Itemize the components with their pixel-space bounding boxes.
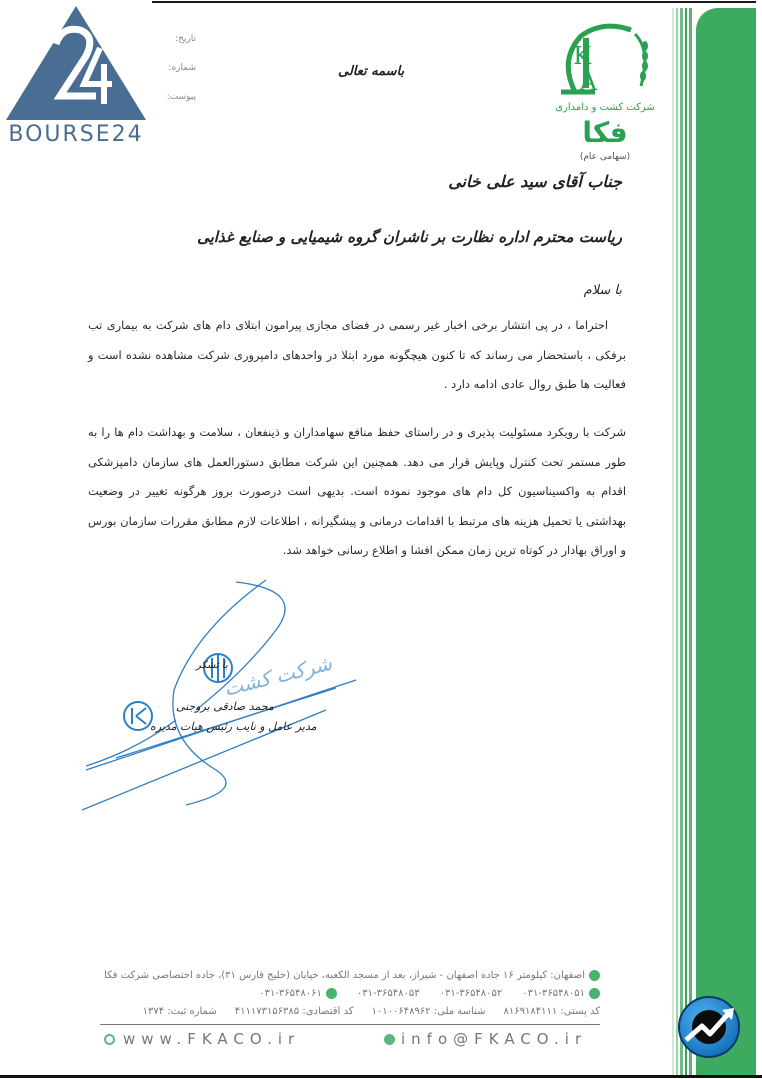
svg-text:K: K [573, 42, 591, 70]
signature-closing: با تشکر [196, 660, 228, 671]
email-text: info@FKACO.ir [401, 1030, 588, 1048]
svg-text:شرکت کشت: شرکت کشت [221, 650, 335, 701]
addressee: جناب آقای سید علی خانی [448, 172, 622, 191]
phone-1: ۰۳۱-۳۶۵۴۸۰۵۱ [522, 987, 585, 999]
footer-phone-row [100, 984, 600, 1002]
phone-3: ۰۳۱-۳۶۵۴۸۰۵۳ [356, 987, 420, 999]
basmala: باسمه تعالی [338, 64, 405, 79]
bourse24-logo [0, 0, 152, 152]
trend-arrow-icon [678, 996, 740, 1058]
national-id: شناسه ملی: ۱۰۱۰۰۶۴۸۹۶۲ [371, 1005, 486, 1017]
fka-stamp-icon [124, 702, 152, 730]
signature-scribble-icon [76, 570, 376, 820]
economic-code: کد اقتصادی: ۴۱۱۱۷۳۱۵۶۳۸۵ [234, 1005, 354, 1017]
bottom-rule [0, 1075, 762, 1078]
svg-text:A: A [579, 68, 597, 96]
number-label: شماره: [168, 63, 196, 73]
website-link[interactable] [104, 1030, 300, 1048]
footer-address: اصفهان: کیلومتر ۱۶ جاده اصفهان - شیراز، بعد از مسجد الکعبه، خیابان (خلیج فارس ۳۱)، جاده اختصاصی شرکت فکا [104, 969, 585, 981]
department-title: ریاست محترم اداره نظارت بر ناشران گروه شیمیایی و صنایع غذایی [197, 228, 622, 246]
phone-icon [589, 988, 600, 999]
globe-icon [104, 1034, 115, 1045]
company-name: فکا [582, 116, 628, 149]
green-side-band [672, 0, 762, 1075]
greeting: با سلام [583, 283, 622, 298]
email-icon [384, 1034, 395, 1045]
email-link[interactable] [384, 1030, 587, 1048]
bourse24-text: BOURSE24 [8, 122, 144, 147]
letter-footer [100, 966, 600, 1020]
company-type: (سهامی عام) [579, 152, 631, 162]
fax-number: ۰۳۱-۳۶۵۴۸۰۶۱ [259, 987, 322, 999]
footer-meta-row [100, 1002, 600, 1020]
footer-divider [100, 1024, 600, 1025]
fka-monogram-icon [555, 20, 655, 100]
postal-code: کد پستی: ۸۱۶۹۱۸۴۱۱۱ [503, 1005, 600, 1017]
fax-icon [326, 988, 337, 999]
website-text: www.FKACO.ir [123, 1030, 301, 1048]
location-pin-icon [589, 970, 600, 981]
phone-2: ۰۳۱-۳۶۵۴۸۰۵۲ [439, 987, 503, 999]
registration-number: شماره ثبت: ۱۳۷۴ [142, 1005, 217, 1017]
paragraph-2: شرکت با رویکرد مسئولیت پذیری و در راستای حفظ منافع سهامداران و ذینفعان ، سلامت و بهداشت دام ها را به طور مستمر تحت کنترل وپایش قرار می دهد. همچنین این شرکت مطابق دستورالعمل های سازمان دامپزشکی اقدام به واکسیناسیون کل دام های موجود نموده است. بدیهی است درصورت بروز هرگونه تغییر در وضعیت بهداشتی یا تحمیل هزینه های مرتبط با اقدامات درمانی و پیشگیرانه ، اطلاعات لازم مطابق مقررات سازمان بورس و اوراق بهادار در کوتاه ترین زمان ممکن افشا و اطلاع رسانی خواهد شد. [88, 425, 626, 557]
paragraph-1 [88, 311, 626, 400]
fka-company-logo [555, 20, 660, 170]
triangle-24-icon [4, 4, 148, 122]
paragraph-1-text: احتراما ، در پی انتشار برخی اخبار غیر رسمی در فضای مجازی پیرامون ابتلای دام های شرکت به بیماری تب برفکی ، باستحضار می رساند که تا کنون هیچگونه مورد ابتلا در واحدهای دامپروری شرکت مشاهده نشده است و فعالیت ها طبق روال عادی ادامه دارد . [88, 318, 626, 391]
green-band [696, 8, 756, 1075]
letter-header-fields [160, 34, 196, 121]
signatory-title: مدیر عامل و نایب رئیس هیات مدیره [150, 720, 317, 733]
signatory-name: محمد صادقی بروجنی [176, 700, 274, 713]
top-rule [152, 1, 762, 3]
trend-badge-logo [678, 996, 740, 1058]
date-label: تاریخ: [175, 34, 196, 44]
attachment-label: پیوست: [166, 92, 196, 102]
footer-address-row [100, 966, 600, 984]
company-subtitle: شرکت کشت و دامداری [555, 102, 655, 113]
